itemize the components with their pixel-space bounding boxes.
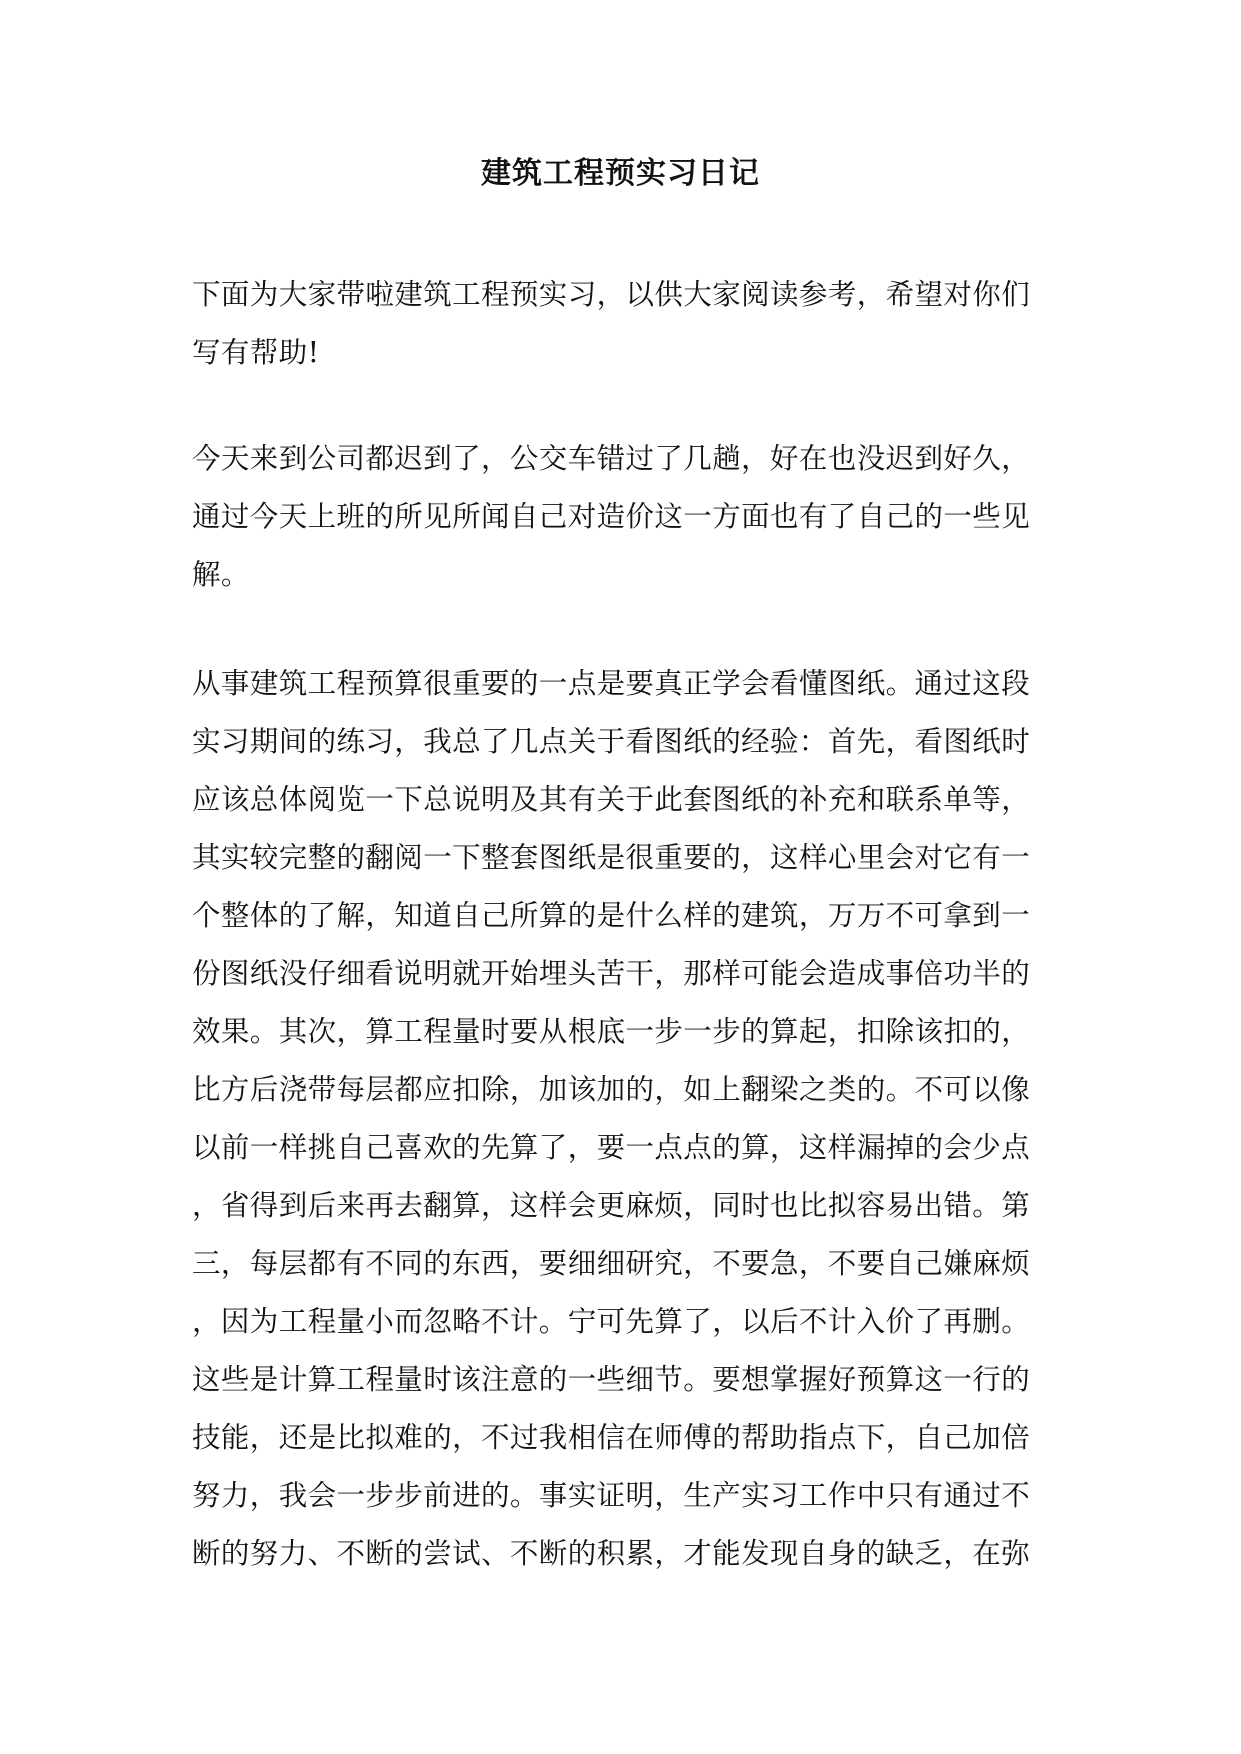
paragraph-line: 解。 (192, 558, 250, 591)
paragraph-line: 这些是计算工程量时该注意的一些细节。要想掌握好预算这一行的 (192, 1363, 1031, 1396)
paragraph-line: ，省得到后来再去翻算，这样会更麻烦，同时也比拟容易出错。第 (192, 1189, 1031, 1222)
paragraph-line: 比方后浇带每层都应扣除，加该加的，如上翻梁之类的。不可以像 (192, 1073, 1031, 1106)
paragraph-line: 个整体的了解，知道自己所算的是什么样的建筑，万万不可拿到一 (192, 899, 1031, 932)
paragraph-line: 从事建筑工程预算很重要的一点是要真正学会看懂图纸。通过这段 (192, 667, 1031, 700)
paragraph-line: 通过今天上班的所见所闻自己对造价这一方面也有了自己的一些见 (192, 500, 1031, 533)
paragraph-line: 下面为大家带啦建筑工程预实习，以供大家阅读参考，希望对你们 (192, 278, 1031, 311)
paragraph-line: ，因为工程量小而忽略不计。宁可先算了，以后不计入价了再删。 (192, 1305, 1031, 1338)
paragraph-line: 断的努力、不断的尝试、不断的积累，才能发现自身的缺乏，在弥 (192, 1537, 1031, 1570)
paragraph-line: 今天来到公司都迟到了，公交车错过了几趟，好在也没迟到好久， (192, 442, 1031, 475)
intro-paragraph (192, 266, 1052, 382)
paragraph-line: 三，每层都有不同的东西，要细细研究，不要急，不要自己嫌麻烦 (192, 1247, 1031, 1280)
paragraph-line: 技能，还是比拟难的，不过我相信在师傅的帮助指点下，自己加倍 (192, 1421, 1031, 1454)
paragraph-line: 写有帮助! (192, 336, 320, 369)
paragraph-line: 效果。其次，算工程量时要从根底一步一步的算起，扣除该扣的， (192, 1015, 1031, 1048)
paragraph-line: 应该总体阅览一下总说明及其有关于此套图纸的补充和联系单等， (192, 783, 1031, 816)
paragraph-line: 份图纸没仔细看说明就开始埋头苦干，那样可能会造成事倍功半的 (192, 957, 1031, 990)
paragraph-line: 实习期间的练习，我总了几点关于看图纸的经验：首先，看图纸时 (192, 725, 1031, 758)
diary-paragraph-1 (192, 430, 1052, 604)
paragraph-line: 努力，我会一步步前进的。事实证明，生产实习工作中只有通过不 (192, 1479, 1031, 1512)
document-title: 建筑工程预实习日记 (481, 156, 760, 191)
paragraph-line: 其实较完整的翻阅一下整套图纸是很重要的，这样心里会对它有一 (192, 841, 1031, 874)
paragraph-line: 以前一样挑自己喜欢的先算了，要一点点的算，这样漏掉的会少点 (192, 1131, 1031, 1164)
diary-paragraph-2 (192, 655, 1052, 1583)
